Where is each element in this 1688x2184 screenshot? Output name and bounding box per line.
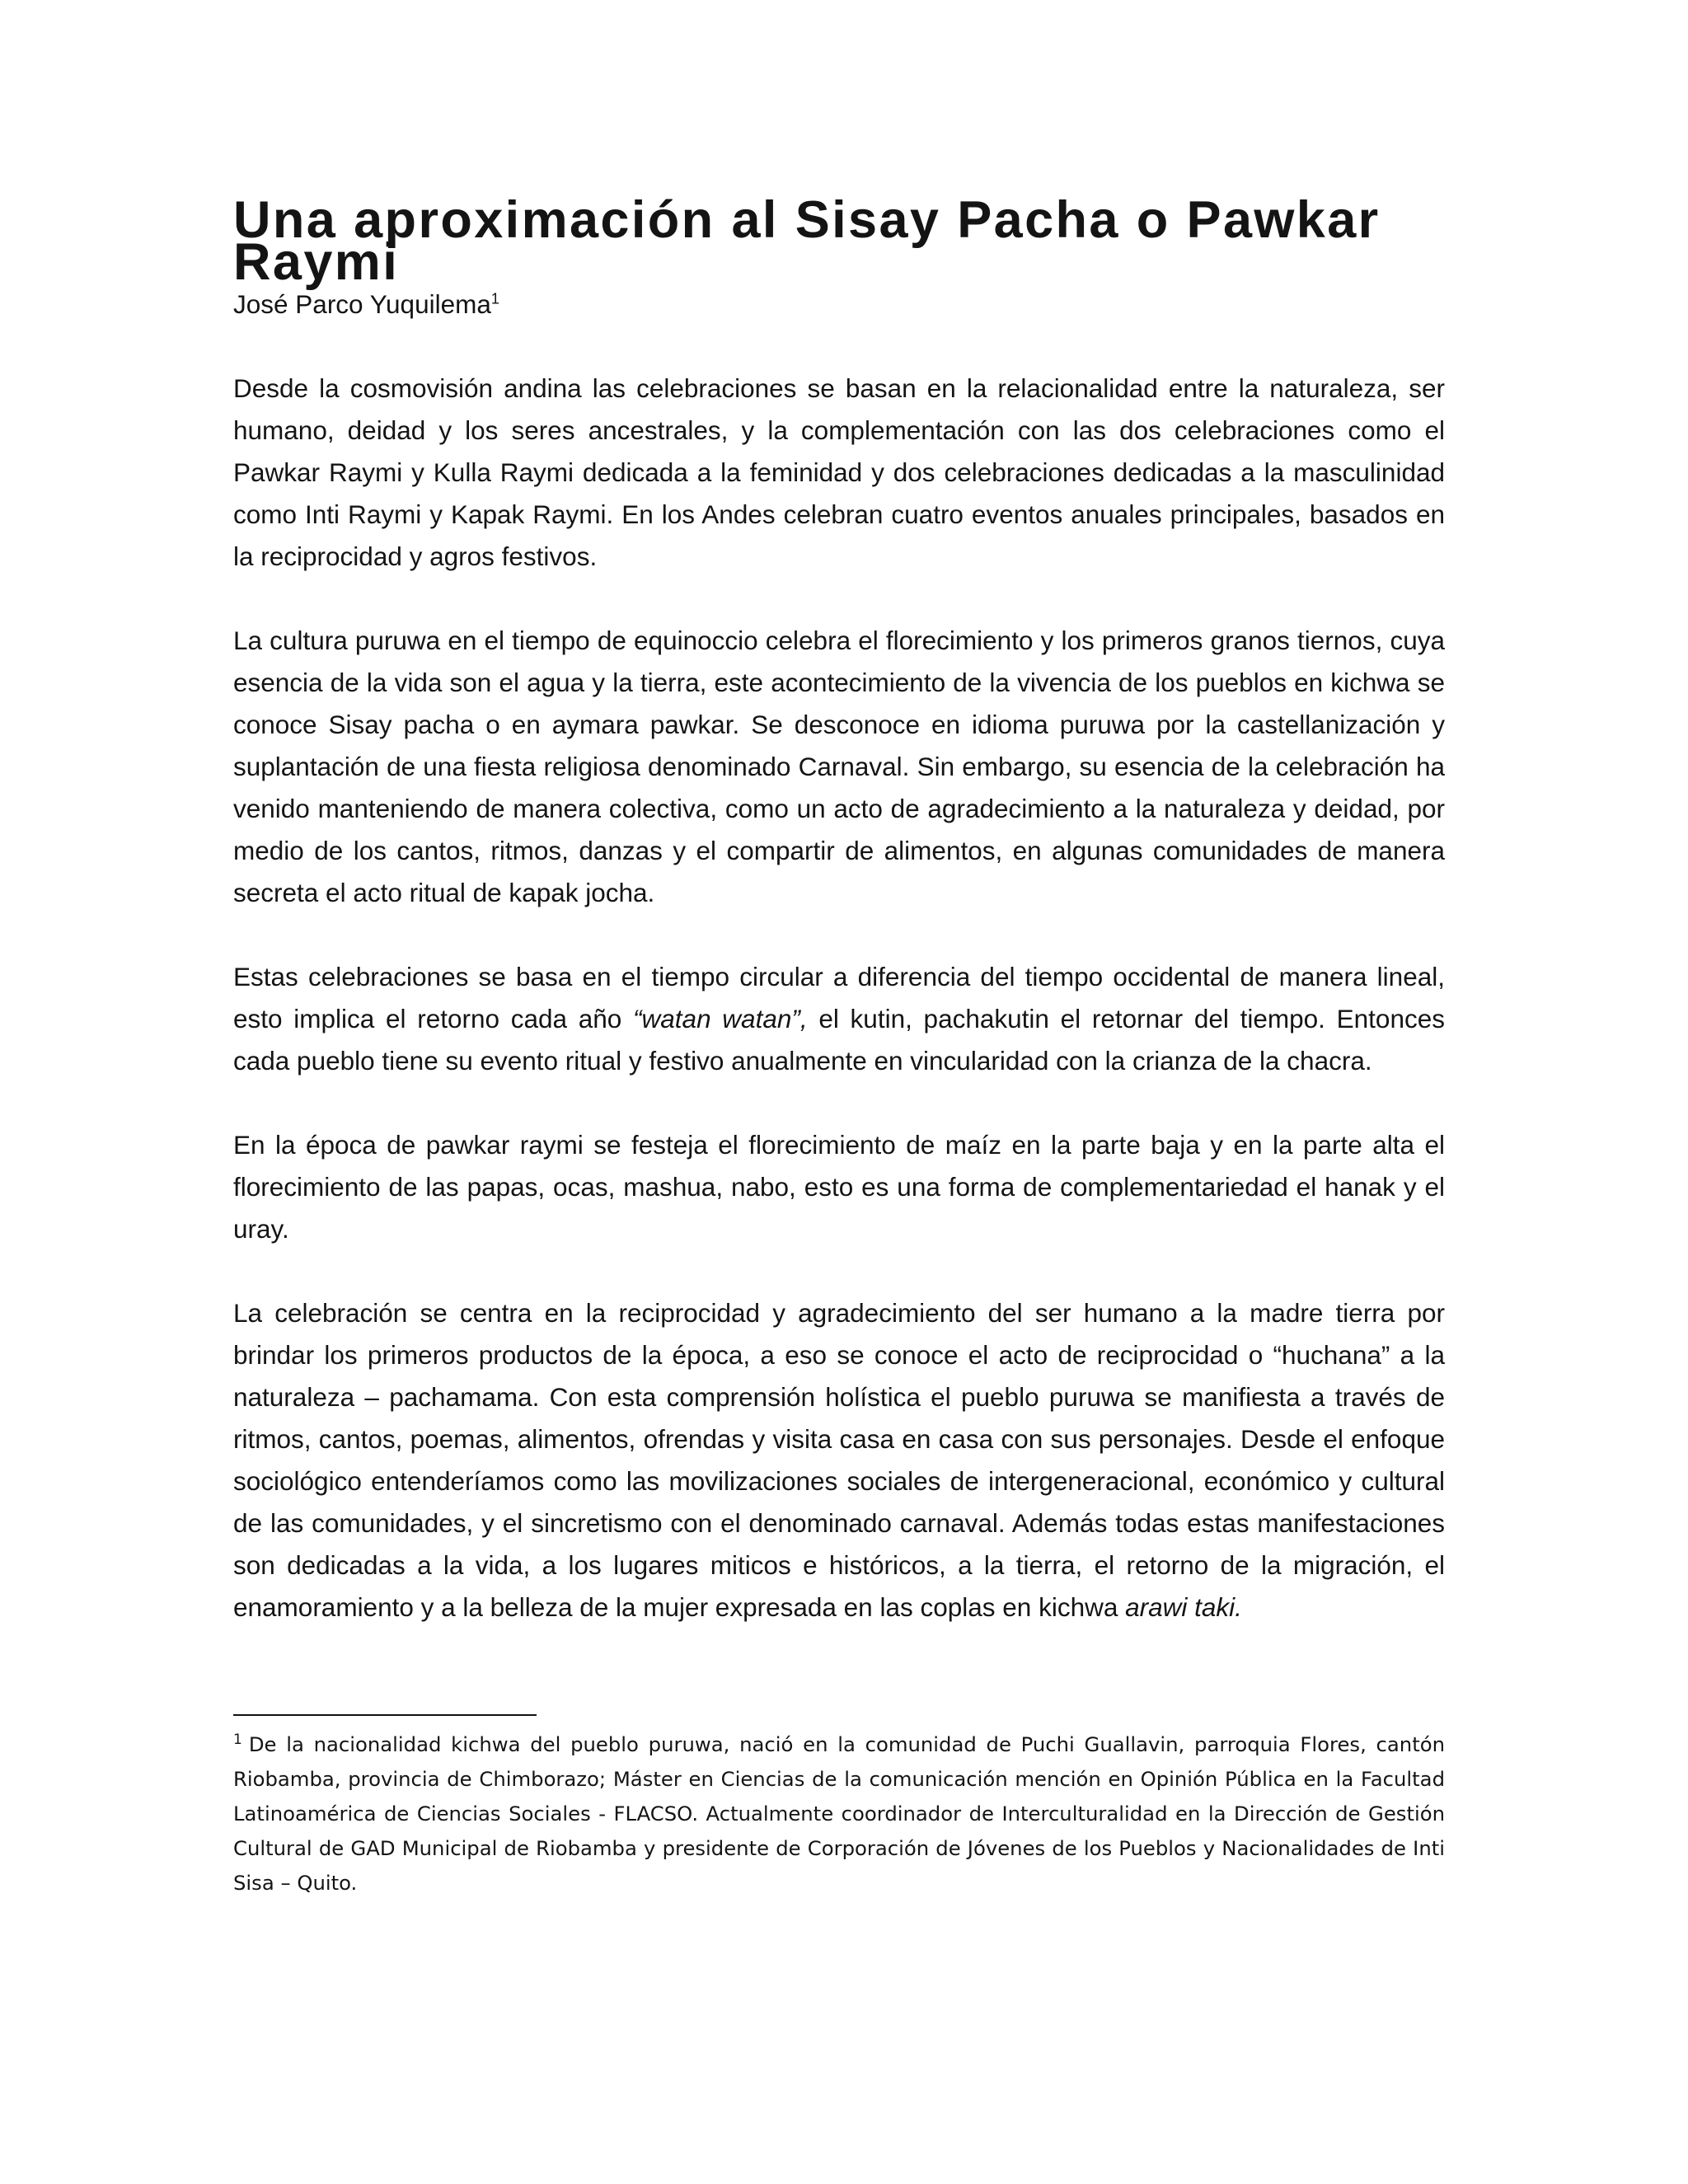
document-title: Una aproximación al Sisay Pacha o Pawkar Raymi — [233, 191, 1381, 291]
footnote-text: De la nacionalidad kichwa del pueblo puruwa, nació en la comunidad de Puchi Guallavin, parroquia Flores, cantón Riobamba, provincia de Chimborazo; Máster en Ciencias de la comunicación mención en Opinión Pública en la Facultad Latinoamérica de Ciencias Sociales - FLACSO. Actualmente coordinador de Interculturalidad en la Dirección de Gestión Cultural de GAD Municipal de Riobamba y presidente de Corporación de Jóvenes de los Pueblos y Nacionalidades de Inti Sisa – Quito. — [233, 1732, 1445, 1895]
paragraph-3-text-end: el kutin, pachakutin el retornar del tiempo. Entonces cada pueblo tiene su evento ritual y festivo anualmente en vincularidad con la crianza de la chacra. — [233, 1004, 1445, 1076]
author-line — [233, 284, 1445, 326]
paragraph-2: La cultura puruwa en el tiempo de equinoccio celebra el florecimiento y los primeros granos tiernos, cuya esencia de la vida son el agua y la tierra, este acontecimiento de la vivencia de los pueblos en kichwa se conoce Sisay pacha o en aymara pawkar. Se desconoce en idioma puruwa por la castellanización y suplantación de una fiesta religiosa denominado Carnaval. Sin embargo, su esencia de la celebración ha venido manteniendo de manera colectiva, como un acto de agradecimiento a la naturaleza y deidad, por medio de los cantos, ritmos, danzas y el compartir de alimentos, en algunas comunidades de manera secreta el acto ritual de kapak jocha. — [233, 626, 1445, 907]
document-body — [233, 191, 1445, 1629]
paragraph-4: En la época de pawkar raymi se festeja el florecimiento de maíz en la parte baja y en la parte alta el florecimiento de las papas, ocas, mashua, nabo, esto es una forma de complementariedad el hanak y el uray. — [233, 1130, 1445, 1244]
paragraph-5-text: La celebración se centra en la reciprocidad y agradecimiento del ser humano a la madre tierra por brindar los primeros productos de la época, a eso se conoce el acto de reciprocidad o “huchana” a la naturaleza – pachamama. Con esta comprensión holística el pueblo puruwa se manifiesta a través de ritmos, cantos, poemas, alimentos, ofrendas y visita casa en casa con sus personajes. Desde el enfoque sociológico entenderíamos como las movilizaciones sociales de intergeneracional, económico y cultural de las comunidades, y el sincretismo con el denominado carnaval. Además todas estas manifestaciones son dedicadas a la vida, a los lugares miticos e históricos, a la tierra, el retorno de la migración, el enamoramiento y a la belleza de la mujer expresada en las coplas en kichwa — [233, 1298, 1445, 1622]
paragraph-5 — [233, 1292, 1445, 1629]
footnote-separator — [233, 1714, 537, 1716]
paragraph-3 — [233, 956, 1445, 1082]
paragraph-3-text-start: Estas celebraciones se basa en el tiempo circular a diferencia del tiempo occidental de manera lineal, esto implica el retorno cada año — [233, 962, 1445, 1033]
footnote-1 — [233, 1727, 1445, 1900]
paragraph-5-italic-phrase: arawi taki. — [1125, 1592, 1242, 1622]
footnote-section — [233, 1714, 1445, 1900]
author-name: José Parco Yuquilema — [233, 289, 491, 319]
footnote-marker: 1 — [233, 1731, 242, 1748]
paragraph-1: Desde la cosmovisión andina las celebraciones se basan en la relacionalidad entre la naturaleza, ser humano, deidad y los seres ancestrales, y la complementación con las dos celebraciones como el Pawkar Raymi y Kulla Raymi dedicada a la feminidad y dos celebraciones dedicadas a la masculinidad como Inti Raymi y Kapak Raymi. En los Andes celebran cuatro eventos anuales principales, basados en la reciprocidad y agros festivos. — [233, 373, 1445, 571]
author-footnote-marker[interactable]: 1 — [490, 290, 499, 307]
paragraph-3-italic-phrase: “watan watan”, — [633, 1004, 808, 1033]
